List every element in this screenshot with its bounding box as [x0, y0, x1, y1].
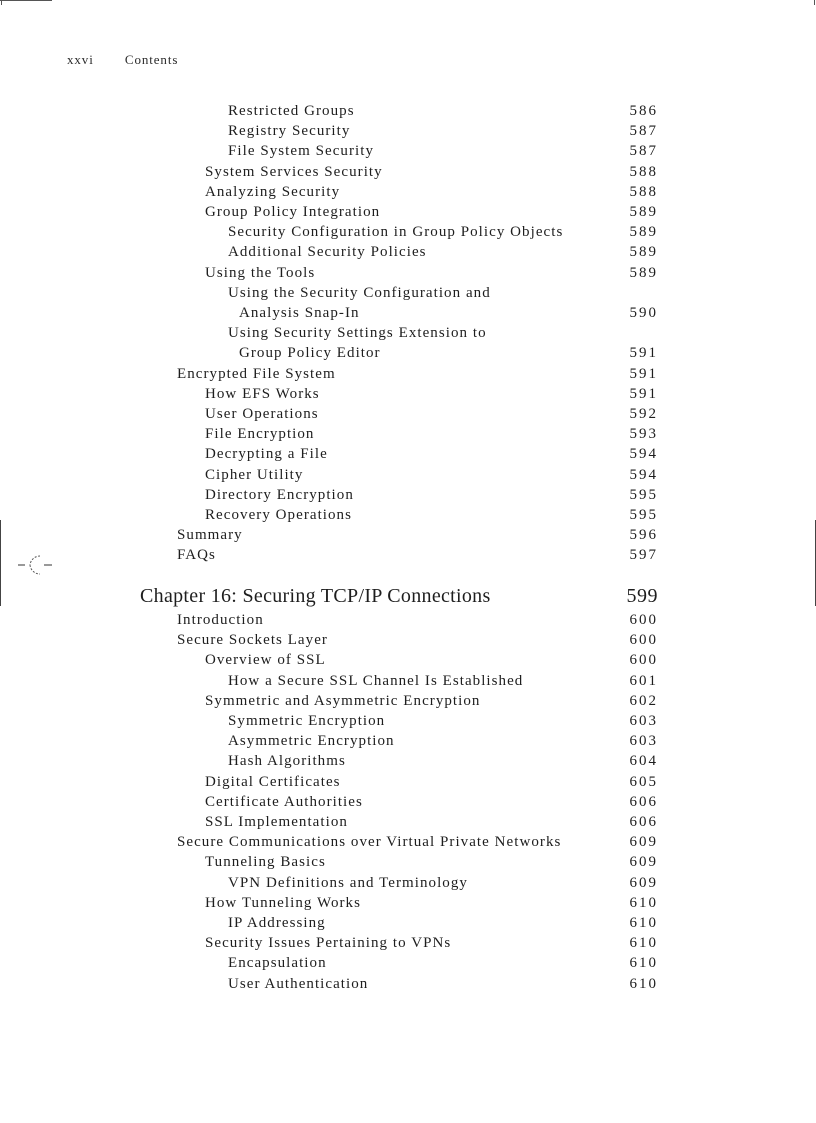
toc-entry-title: Additional Security Policies: [228, 244, 427, 260]
toc-entry: [0, 404, 816, 424]
toc-entry-page: 587: [629, 123, 658, 139]
toc-entry: [0, 121, 816, 141]
crop-mark-top-left: [0, 0, 52, 1]
toc-entry: [0, 691, 816, 711]
toc-entry: [0, 913, 816, 933]
toc-entry-page: 595: [629, 507, 658, 523]
toc-entry-title: File System Security: [228, 143, 374, 159]
toc-entry-title: Hash Algorithms: [228, 753, 346, 769]
toc-entry: [0, 424, 816, 444]
toc-entry: [0, 101, 816, 121]
toc-entry-page: 604: [629, 753, 658, 769]
toc-entry: [0, 343, 816, 363]
toc-entry-title: Symmetric and Asymmetric Encryption: [205, 693, 481, 709]
toc-entry-title: How a Secure SSL Channel Is Established: [228, 673, 524, 689]
toc-entry-page: 591: [629, 366, 658, 382]
toc-entry-page: 593: [629, 426, 658, 442]
toc-entry-page: 609: [629, 834, 658, 850]
section-name: Contents: [124, 52, 179, 67]
toc-entry: [0, 650, 816, 670]
toc-entry: [0, 303, 816, 323]
toc-entry-title: Symmetric Encryption: [228, 713, 386, 729]
toc-entry: [0, 873, 816, 893]
toc-entry: [0, 751, 816, 771]
toc-entry-title: Decrypting a File: [205, 446, 328, 462]
toc-entry-page: 602: [629, 693, 658, 709]
toc-entry: [0, 731, 816, 751]
toc-entry: [0, 610, 816, 630]
toc-entry-title: File Encryption: [205, 426, 315, 442]
toc-entry: [0, 202, 816, 222]
toc-entry-page: 586: [629, 103, 658, 119]
toc-entry-title: Analysis Snap-In: [239, 305, 360, 321]
toc-entry: [0, 384, 816, 404]
toc-entry-page: 600: [629, 652, 658, 668]
toc-entry-page: 603: [629, 733, 658, 749]
toc-entry: [0, 792, 816, 812]
toc-entry-page: 600: [629, 632, 658, 648]
toc-entry-title: FAQs: [177, 547, 216, 563]
toc-entry-page: 609: [629, 854, 658, 870]
chapter-heading: [0, 583, 816, 609]
toc-entry: [0, 364, 816, 384]
toc-entry-page: 589: [629, 265, 658, 281]
toc-entry-title: Restricted Groups: [228, 103, 355, 119]
toc-entry: [0, 852, 816, 872]
toc-entry-page: 589: [629, 244, 658, 260]
toc-entry-title: Recovery Operations: [205, 507, 352, 523]
toc-entry-title: Secure Sockets Layer: [177, 632, 328, 648]
toc-entry-title: Using Security Settings Extension to: [228, 325, 487, 341]
toc-entry-title: Overview of SSL: [205, 652, 326, 668]
running-head: [67, 52, 178, 68]
toc-entry-page: 587: [629, 143, 658, 159]
toc-entry-title: Group Policy Editor: [239, 345, 381, 361]
toc-entry: [0, 933, 816, 953]
toc-entry-page: 590: [629, 305, 658, 321]
toc-entry: [0, 525, 816, 545]
toc-entry-title: IP Addressing: [228, 915, 326, 931]
toc-entry-page: 610: [629, 915, 658, 931]
toc-entry-page: 591: [629, 386, 658, 402]
toc-entry-page: 594: [629, 446, 658, 462]
toc-entry-page: 589: [629, 204, 658, 220]
toc-entry: [0, 283, 816, 303]
toc-entry-title: Summary: [177, 527, 243, 543]
toc-entry-title: Registry Security: [228, 123, 351, 139]
toc-entry-page: 592: [629, 406, 658, 422]
toc-entry: [0, 485, 816, 505]
chapter-page: 599: [626, 585, 658, 607]
toc-entry: [0, 893, 816, 913]
toc-entry-title: How EFS Works: [205, 386, 320, 402]
toc-entry: [0, 630, 816, 650]
chapter-title: Chapter 16: Securing TCP/IP Connections: [140, 585, 491, 607]
toc-entry-page: 591: [629, 345, 658, 361]
toc-entry-title: Security Issues Pertaining to VPNs: [205, 935, 452, 951]
toc-entry-page: 610: [629, 976, 658, 992]
toc-entry-title: User Authentication: [228, 976, 369, 992]
toc-entry: [0, 671, 816, 691]
crop-mark-top-right-vertical: [814, 0, 815, 5]
toc-entry: [0, 953, 816, 973]
toc-entry-title: Cipher Utility: [205, 467, 304, 483]
toc-entry: [0, 832, 816, 852]
toc-entry-title: Analyzing Security: [205, 184, 341, 200]
toc-entry: [0, 323, 816, 343]
toc-entry-title: Security Configuration in Group Policy Objects: [228, 224, 564, 240]
toc-entry: [0, 141, 816, 161]
toc-entry: [0, 545, 816, 565]
toc-entry-page: 601: [629, 673, 658, 689]
toc-entry-page: 596: [629, 527, 658, 543]
toc-entry: [0, 242, 816, 262]
toc-entry-page: 603: [629, 713, 658, 729]
toc-entry-title: Introduction: [177, 612, 264, 628]
toc-entry-page: 610: [629, 935, 658, 951]
toc-entry-page: 595: [629, 487, 658, 503]
toc-entry: [0, 711, 816, 731]
toc-entry-page: 606: [629, 814, 658, 830]
toc-entry-page: 609: [629, 875, 658, 891]
toc-entry: [0, 182, 816, 202]
toc-entry: [0, 772, 816, 792]
toc-entry-title: Using the Security Configuration and: [228, 285, 491, 301]
toc-entry-title: Tunneling Basics: [205, 854, 326, 870]
toc-entry-page: 588: [629, 184, 658, 200]
toc-entry-title: Group Policy Integration: [205, 204, 381, 220]
toc-entry-title: User Operations: [205, 406, 319, 422]
toc-entry-title: VPN Definitions and Terminology: [228, 875, 468, 891]
toc-entry: [0, 444, 816, 464]
crop-mark-top-left-vertical: [1, 0, 2, 5]
page-folio: xxvi: [67, 52, 94, 67]
toc-entry-page: 588: [629, 164, 658, 180]
toc-entry-title: Directory Encryption: [205, 487, 354, 503]
toc-entry-page: 594: [629, 467, 658, 483]
toc-entry-page: 605: [629, 774, 658, 790]
toc-entry-title: Digital Certificates: [205, 774, 341, 790]
toc-entry-title: How Tunneling Works: [205, 895, 361, 911]
toc-entry-title: SSL Implementation: [205, 814, 348, 830]
toc-entry-page: 600: [629, 612, 658, 628]
toc-entry: [0, 465, 816, 485]
toc-entry-page: 589: [629, 224, 658, 240]
toc-entry-title: Using the Tools: [205, 265, 316, 281]
toc-entry-title: Encrypted File System: [177, 366, 336, 382]
toc-entry: [0, 222, 816, 242]
toc-entry-page: 606: [629, 794, 658, 810]
toc-entry-page: 610: [629, 895, 658, 911]
toc-entry-title: System Services Security: [205, 164, 383, 180]
toc-entry: [0, 974, 816, 994]
toc-entry-title: Secure Communications over Virtual Private Networks: [177, 834, 562, 850]
toc-entry-page: 610: [629, 955, 658, 971]
toc-entry: [0, 812, 816, 832]
toc-entry-title: Asymmetric Encryption: [228, 733, 395, 749]
toc-entry-title: Encapsulation: [228, 955, 327, 971]
toc-entry: [0, 162, 816, 182]
toc-entry-title: Certificate Authorities: [205, 794, 363, 810]
toc-entry: [0, 263, 816, 283]
toc-entry: [0, 505, 816, 525]
toc-entry-page: 597: [629, 547, 658, 563]
